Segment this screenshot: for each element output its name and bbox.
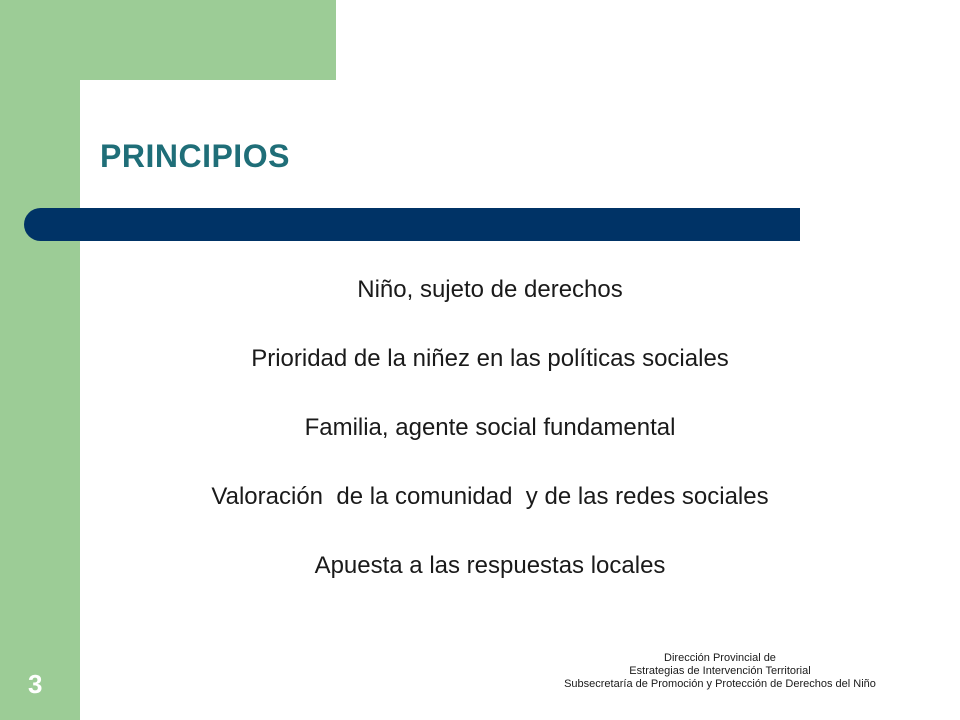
principle-item: Valoración de la comunidad y de las redes sociales: [211, 483, 769, 510]
title-underline-bar: [24, 208, 800, 241]
bar-notch: [36, 241, 64, 243]
footer-line: Subsecretaría de Promoción y Protección de Derechos del Niño: [564, 678, 876, 690]
footer-line: Estrategias de Intervención Territorial: [629, 665, 811, 677]
principle-item: Familia, agente social fundamental: [304, 414, 676, 441]
slide-number: 3: [28, 669, 43, 699]
top-green-band: [0, 0, 336, 80]
left-green-band: [0, 0, 80, 720]
principle-item: Prioridad de la niñez en las políticas sociales: [251, 345, 729, 372]
footer-credit: [520, 652, 920, 691]
principles-list: [80, 266, 900, 611]
principle-item: Apuesta a las respuestas locales: [314, 552, 666, 579]
footer-line: Dirección Provincial de: [664, 652, 776, 664]
principle-item: Niño, sujeto de derechos: [357, 276, 623, 303]
slide-title: PRINCIPIOS: [100, 138, 290, 174]
